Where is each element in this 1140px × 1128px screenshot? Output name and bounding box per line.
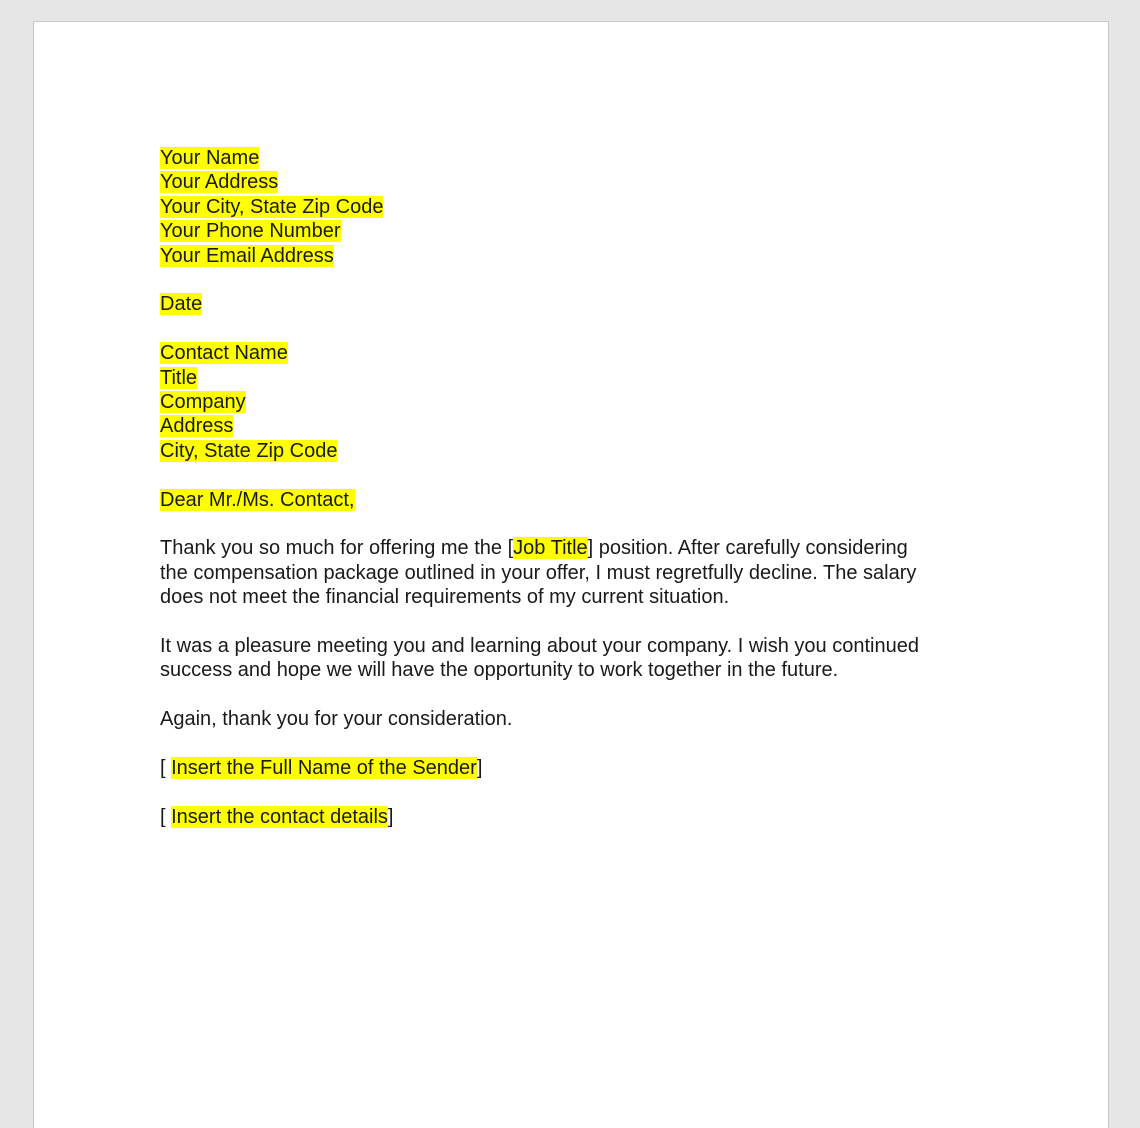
body-paragraph-3: [160, 707, 980, 731]
recipient-address[interactable]: Address: [160, 415, 234, 438]
bracket-close: ]: [476, 757, 483, 780]
sender-address-line: [160, 170, 980, 194]
paragraph-2-line-1: It was a pleasure meeting you and learning about your company. I wish you continued: [160, 635, 919, 658]
closing-contact-line: [160, 805, 980, 829]
recipient-contact-name[interactable]: Contact Name: [160, 342, 288, 365]
paragraph-1-line-3: does not meet the financial requirements of my current situation.: [160, 586, 730, 609]
body-paragraph-2: [160, 634, 980, 683]
bracket-open: [: [160, 805, 172, 828]
spacer: [160, 463, 980, 487]
spacer: [160, 317, 980, 341]
paragraph-2-line-2: success and hope we will have the opportunity to work together in the future.: [160, 659, 839, 682]
recipient-city-state-zip[interactable]: City, State Zip Code: [160, 439, 338, 462]
spacer: [160, 610, 980, 634]
sender-email[interactable]: Your Email Address: [160, 244, 334, 267]
paragraph-1-line-1: [160, 536, 980, 560]
paragraph-3-line-1: Again, thank you for your consideration.: [160, 708, 513, 731]
paragraph-1-line-2: the compensation package outlined in your offer, I must regretfully decline. The salary: [160, 561, 917, 584]
spacer: [160, 512, 980, 536]
recipient-city-line: [160, 439, 980, 463]
sender-name[interactable]: Your Name: [160, 147, 260, 169]
recipient-address-line: [160, 414, 980, 438]
date-line: [160, 292, 980, 316]
salutation[interactable]: Dear Mr./Ms. Contact,: [160, 488, 355, 511]
spacer: [160, 732, 980, 756]
bracket-close: ]: [387, 805, 394, 828]
recipient-company[interactable]: Company: [160, 391, 246, 414]
body-paragraph-1: [160, 536, 980, 609]
sender-address[interactable]: Your Address: [160, 171, 279, 194]
sender-full-name-placeholder[interactable]: Insert the Full Name of the Sender: [171, 757, 477, 780]
sender-phone-line: [160, 219, 980, 243]
sender-phone[interactable]: Your Phone Number: [160, 220, 341, 243]
letter-content: [160, 146, 980, 829]
spacer: [160, 683, 980, 707]
contact-details-placeholder[interactable]: Insert the contact details: [171, 805, 388, 828]
job-title-placeholder[interactable]: Job Title: [513, 537, 588, 560]
sender-block: [160, 146, 980, 268]
salutation-line: [160, 488, 980, 512]
bracket-open: [: [160, 757, 172, 780]
recipient-company-line: [160, 390, 980, 414]
recipient-block: [160, 341, 980, 463]
spacer: [160, 780, 980, 804]
sender-name-line: [160, 146, 980, 170]
closing-sender-name-line: [160, 756, 980, 780]
recipient-title[interactable]: Title: [160, 366, 198, 389]
p1-text-before: Thank you so much for offering me the [: [160, 537, 514, 560]
recipient-name-line: [160, 341, 980, 365]
sender-email-line: [160, 244, 980, 268]
date-field[interactable]: Date: [160, 293, 203, 316]
sender-city-line: [160, 195, 980, 219]
spacer: [160, 268, 980, 292]
sender-city-state-zip[interactable]: Your City, State Zip Code: [160, 195, 384, 218]
document-page: [33, 21, 1109, 1128]
p1-text-after: ] position. After carefully considering: [587, 537, 908, 560]
recipient-title-line: [160, 366, 980, 390]
